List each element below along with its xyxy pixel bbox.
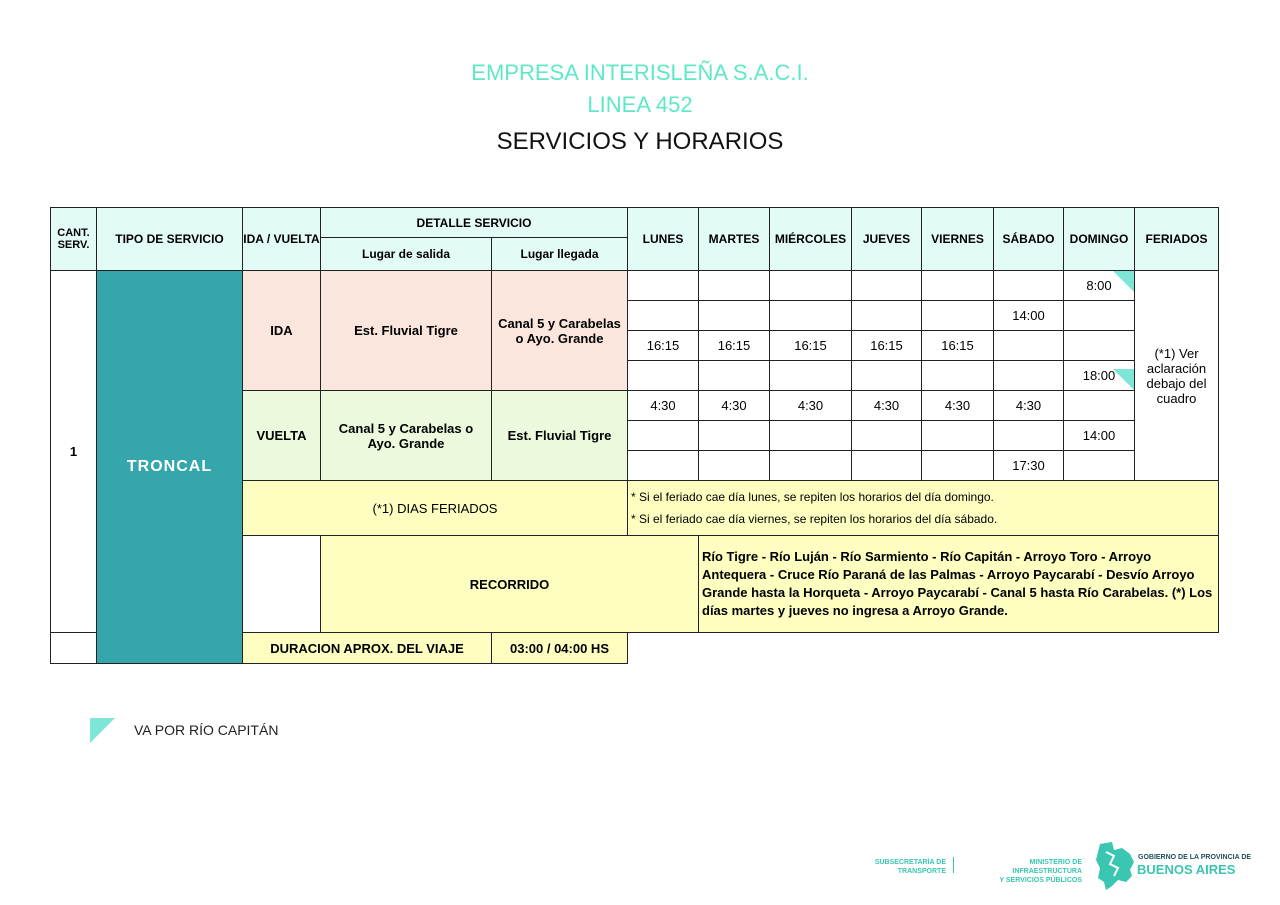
time-cell xyxy=(628,361,699,391)
province-map-logo-icon xyxy=(1096,842,1136,890)
time-cell: 16:15 xyxy=(628,331,699,361)
feriado-rule: * Si el feriado cae día lunes, se repiten los horarios del día domingo. xyxy=(631,490,994,504)
schedule-table xyxy=(50,207,1219,664)
time-cell xyxy=(699,451,770,481)
blank-cell xyxy=(628,633,1219,664)
time-cell xyxy=(852,271,922,301)
time-cell xyxy=(922,301,994,331)
time-cell: 16:15 xyxy=(922,331,994,361)
rio-capitan-marker-icon xyxy=(90,718,115,743)
ida-llegada: Canal 5 y Carabelas o Ayo. Grande xyxy=(492,271,628,391)
header-lugar-llegada: Lugar llegada xyxy=(492,238,628,271)
footer-line: MINISTERIO DE INFRAESTRUCTURA xyxy=(1012,859,1082,875)
time-cell xyxy=(994,361,1064,391)
footer-ministerio xyxy=(960,858,1082,885)
time-cell: 14:00 xyxy=(994,301,1064,331)
time-cell: 16:15 xyxy=(699,331,770,361)
feriados-note: (*1) Ver aclaración debajo del cuadro xyxy=(1135,271,1219,481)
time-cell: 4:30 xyxy=(922,391,994,421)
time-cell xyxy=(1064,451,1135,481)
time-cell: 4:30 xyxy=(628,391,699,421)
duracion-label: DURACION APROX. DEL VIAJE xyxy=(243,633,492,664)
time-cell xyxy=(922,421,994,451)
time-cell xyxy=(994,271,1064,301)
footer-buenos-aires: BUENOS AIRES xyxy=(1137,862,1236,877)
time-cell xyxy=(994,331,1064,361)
footer-gobierno: GOBIERNO DE LA PROVINCIA DE xyxy=(1138,854,1252,861)
time-cell xyxy=(699,301,770,331)
vuelta-salida: Canal 5 y Carabelas o Ayo. Grande xyxy=(321,391,492,481)
time-cell xyxy=(628,451,699,481)
header-lugar-salida: Lugar de salida xyxy=(321,238,492,271)
time-cell xyxy=(922,451,994,481)
footer-subsecretaria xyxy=(860,858,946,876)
time-cell xyxy=(1064,301,1135,331)
time-cell xyxy=(699,271,770,301)
header-day: JUEVES xyxy=(852,208,922,271)
time-cell xyxy=(1064,391,1135,421)
page-subtitle: SERVICIOS Y HORARIOS xyxy=(496,128,784,155)
time-cell xyxy=(770,421,852,451)
time-cell xyxy=(922,271,994,301)
time-cell xyxy=(770,301,852,331)
time-cell xyxy=(922,361,994,391)
header-feriados: FERIADOS xyxy=(1135,208,1219,271)
time-cell xyxy=(852,451,922,481)
ida-salida: Est. Fluvial Tigre xyxy=(321,271,492,391)
duracion-value: 03:00 / 04:00 HS xyxy=(492,633,628,664)
time-cell xyxy=(628,421,699,451)
recorrido-text: Río Tigre - Río Luján - Río Sarmiento - Río Capitán - Arroyo Toro - Arroyo Antequera - Cruce Río Paraná de las Palmas - Arroyo Paycarabí - Desvío Arroyo Grande hasta la Horqueta - Arroyo Paycarabí - Canal 5 hasta Río Carabelas. (*) Los días martes y jueves no ingresa a Arroyo Grande. xyxy=(699,536,1219,633)
footer-line: SUBSECRETARÍA DE xyxy=(874,859,946,866)
line-title: LINEA 452 xyxy=(587,92,693,117)
header-day: MARTES xyxy=(699,208,770,271)
blank-cell xyxy=(51,633,97,664)
header-ida-vuelta: IDA / VUELTA xyxy=(243,208,321,271)
vuelta-llegada: Est. Fluvial Tigre xyxy=(492,391,628,481)
header-detalle-servicio: DETALLE SERVICIO xyxy=(321,208,628,238)
legend-text: VA POR RÍO CAPITÁN xyxy=(134,722,279,738)
time-cell xyxy=(699,361,770,391)
time-cell: 4:30 xyxy=(852,391,922,421)
service-number: 1 xyxy=(51,271,97,633)
time-cell-rio-capitan: 8:00 xyxy=(1064,271,1135,301)
time-cell xyxy=(628,301,699,331)
time-cell: 17:30 xyxy=(994,451,1064,481)
time-cell xyxy=(852,361,922,391)
service-type: TRONCAL xyxy=(97,271,243,664)
blank-cell xyxy=(243,536,321,633)
header-day: SÁBADO xyxy=(994,208,1064,271)
header-day: LUNES xyxy=(628,208,699,271)
time-cell xyxy=(852,301,922,331)
header-day: VIERNES xyxy=(922,208,994,271)
time-cell: 16:15 xyxy=(852,331,922,361)
time-cell-rio-capitan: 18:00 xyxy=(1064,361,1135,391)
dias-feriados-rules xyxy=(628,481,1219,536)
footer-line: Y SERVICIOS PÚBLICOS xyxy=(999,877,1082,884)
time-cell: 4:30 xyxy=(699,391,770,421)
time-cell xyxy=(628,271,699,301)
time-cell: 4:30 xyxy=(994,391,1064,421)
time-cell xyxy=(1064,331,1135,361)
time-cell: 14:00 xyxy=(1064,421,1135,451)
header-tipo-servicio: TIPO DE SERVICIO xyxy=(97,208,243,271)
time-cell xyxy=(770,451,852,481)
header-cant-serv: CANT. SERV. xyxy=(51,208,97,271)
footer-line: TRANSPORTE xyxy=(897,868,946,875)
dias-feriados-label: (*1) DIAS FERIADOS xyxy=(243,481,628,536)
vuelta-label: VUELTA xyxy=(243,391,321,481)
time-cell xyxy=(770,361,852,391)
header-day: DOMINGO xyxy=(1064,208,1135,271)
header-day: MIÉRCOLES xyxy=(770,208,852,271)
recorrido-label: RECORRIDO xyxy=(321,536,699,633)
time-cell xyxy=(852,421,922,451)
time-cell xyxy=(770,271,852,301)
time-cell: 4:30 xyxy=(770,391,852,421)
footer-divider xyxy=(953,857,954,873)
ida-label: IDA xyxy=(243,271,321,391)
feriado-rule: * Si el feriado cae día viernes, se repiten los horarios del día sábado. xyxy=(631,512,998,526)
time-cell xyxy=(994,421,1064,451)
time-cell xyxy=(699,421,770,451)
company-title: EMPRESA INTERISLEÑA S.A.C.I. xyxy=(471,60,809,85)
time-cell: 16:15 xyxy=(770,331,852,361)
